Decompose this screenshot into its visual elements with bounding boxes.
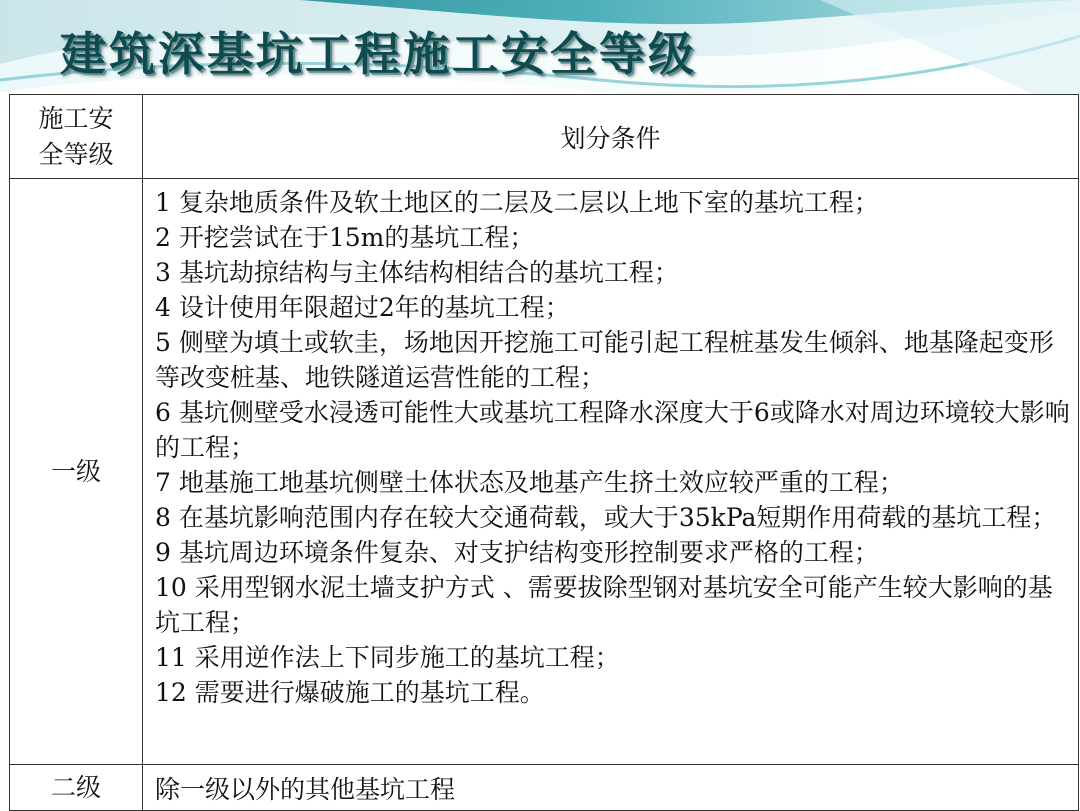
safety-grade-table <box>9 94 1079 811</box>
table-row-grade-1 <box>10 179 1079 765</box>
page-title: 建筑深基坑工程施工安全等级 <box>60 27 697 81</box>
condition-item: 11 采用逆作法上下同步施工的基坑工程； <box>155 643 620 672</box>
grade-2-cell: 二级 <box>10 765 143 811</box>
condition-item: 9 基坑周边环境条件复杂、对支护结构变形控制要求严格的工程； <box>155 538 879 567</box>
condition-item: 12 需要进行爆破施工的基坑工程。 <box>155 678 545 707</box>
condition-item: 4 设计使用年限超过2年的基坑工程； <box>155 293 570 322</box>
header-conditions-cell: 划分条件 <box>143 95 1079 179</box>
condition-item: 7 地基施工地基坑侧壁土体状态及地基产生挤土效应较严重的工程； <box>155 468 904 497</box>
header-row <box>10 95 1079 179</box>
grade-1-conditions <box>143 179 1079 765</box>
grade-2-conditions: 除一级以外的其他基坑工程 <box>143 765 1079 811</box>
condition-item: 10 采用型钢水泥土墙支护方式 、需要拔除型钢对基坑安全可能产生较大影响的基坑工程； <box>155 573 1053 637</box>
condition-item: 8 在基坑影响范围内存在较大交通荷载，或大于35kPa短期作用荷载的基坑工程； <box>155 503 1057 532</box>
condition-item: 3 基坑劫掠结构与主体结构相结合的基坑工程； <box>155 258 679 287</box>
condition-item: 5 侧壁为填土或软圭，场地因开挖施工可能引起工程桩基发生倾斜、地基隆起变形等改变桩基、地铁隧道运营性能的工程； <box>155 328 1054 392</box>
header-grade-cell <box>10 95 143 179</box>
condition-item: 2 开挖尝试在于15m的基坑工程； <box>155 223 535 252</box>
condition-item: 6 基坑侧壁受水浸透可能性大或基坑工程降水深度大于6或降水对周边环境较大影响的工程； <box>155 398 1070 462</box>
grade-1-cell: 一级 <box>10 179 143 765</box>
table-row-grade-2 <box>10 765 1079 811</box>
condition-item: 1 复杂地质条件及软土地区的二层及二层以上地下室的基坑工程； <box>155 188 879 217</box>
header-grade-line-1: 施工安 <box>38 103 114 133</box>
header-grade-line-2: 全等级 <box>38 139 114 169</box>
